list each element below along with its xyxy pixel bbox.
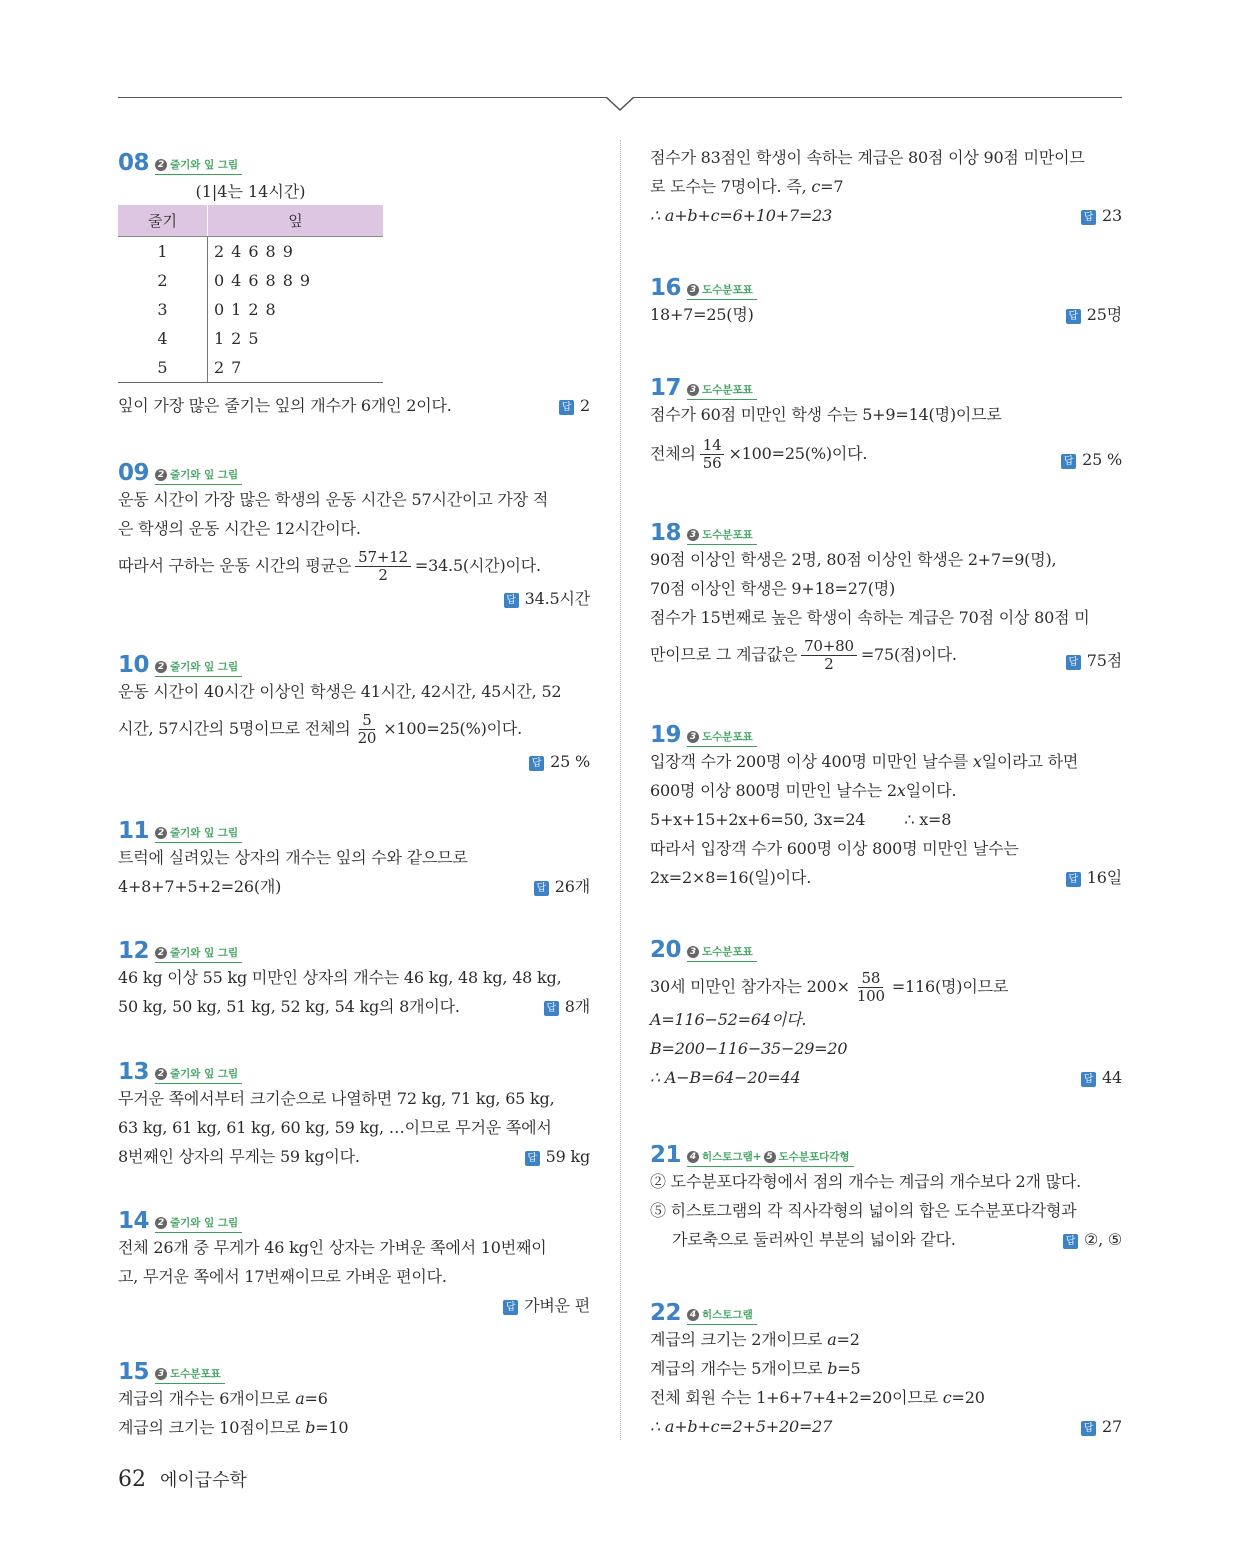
problem-number: 14	[118, 1208, 150, 1234]
solution-text: 점수가 83점인 학생이 속하는 계급은 80점 이상 90점 미만이므	[650, 148, 1085, 167]
answer: 답 2	[559, 391, 590, 420]
answer: 답 34.5시간	[504, 584, 590, 613]
solution-text: 계급의 개수는 6개이므로 a=6	[118, 1389, 328, 1408]
solution-text: ② 도수분포다각형에서 점의 개수는 계급의 개수보다 2개 많다.	[650, 1172, 1082, 1191]
topic-tag: 3 도수분포표	[687, 283, 753, 300]
problem-17	[650, 370, 1122, 472]
column-divider	[620, 140, 621, 1440]
solution-text: 2x=2×8=16(일)이다.	[650, 868, 812, 887]
solution-text: 잎이 가장 많은 줄기는 잎의 개수가 6개인 2이다.	[118, 396, 452, 415]
solution-text: 트럭에 실려있는 상자의 개수는 잎의 수와 같으므로	[118, 848, 468, 867]
answer: 답 44	[1081, 1063, 1122, 1092]
solution-text: 무거운 쪽에서부터 크기순으로 나열하면 72 kg, 71 kg, 65 kg,	[118, 1089, 555, 1108]
solution-text: ∴ a+b+c=6+10+7=23	[650, 206, 833, 225]
problem-10	[118, 647, 590, 776]
topic-tag: 3 도수분포표	[687, 383, 753, 400]
topic-tag: 4 히스토그램	[687, 1308, 753, 1325]
answer: 답 16일	[1066, 863, 1122, 892]
table-row: 3 0128	[118, 295, 383, 324]
topic-tag: 2 줄기와 잎 그림	[155, 1216, 238, 1233]
problem-number: 08	[118, 150, 150, 176]
topic-tag: 4 히스토그램+ 5 도수분포다각형	[687, 1150, 850, 1167]
solution-text: 63 kg, 61 kg, 61 kg, 60 kg, 59 kg, …이므로 무거운 쪽에서	[118, 1118, 552, 1137]
solution-text: 전체 회원 수는 1+6+7+4+2=20이므로 c=20	[650, 1388, 985, 1407]
solution-text: 전체 26개 중 무게가 46 kg인 상자는 가벼운 쪽에서 10번째이	[118, 1238, 547, 1257]
topic-tag: 2 줄기와 잎 그림	[155, 946, 238, 963]
answer: 답 26개	[534, 872, 590, 901]
topic-tag: 3 도수분포표	[687, 945, 753, 962]
problem-16	[650, 270, 1122, 329]
topic-tag: 2 줄기와 잎 그림	[155, 660, 238, 677]
solution-text: 점수가 15번째로 높은 학생이 속하는 계급은 70점 이상 80점 미	[650, 608, 1090, 627]
top-notch	[606, 97, 634, 113]
problem-number: 09	[118, 460, 150, 486]
problem-13	[118, 1054, 590, 1171]
solution-text: 로 도수는 7명이다. 즉, c=7	[650, 177, 844, 196]
table-row: 5 27	[118, 353, 383, 383]
problem-number: 22	[650, 1300, 682, 1326]
table-row: 2 046889	[118, 266, 383, 295]
problem-number: 12	[118, 938, 150, 964]
problem-number: 16	[650, 275, 682, 301]
topic-tag: 3 도수분포표	[687, 528, 753, 545]
solution-text: 90점 이상인 학생은 2명, 80점 이상인 학생은 2+7=9(명),	[650, 550, 1057, 569]
leaf-header: 잎	[208, 205, 384, 237]
stem-leaf-caption: (1|4는 14시간)	[195, 182, 306, 201]
problem-22	[650, 1295, 1122, 1441]
solution-text: ∴ A−B=64−20=44	[650, 1068, 801, 1087]
solution-text: A=116−52=64이다.	[650, 1010, 807, 1029]
solution-text: 계급의 개수는 5개이므로 b=5	[650, 1359, 861, 1378]
answer: 답 27	[1081, 1412, 1122, 1441]
solution-text: 30세 미만인 참가자는 200× $\frac{58}{100}$ =116(명)이므로	[650, 969, 1009, 1005]
solution-text: 은 학생의 운동 시간은 12시간이다.	[118, 519, 361, 538]
problem-number: 18	[650, 520, 682, 546]
solution-text: 운동 시간이 가장 많은 학생의 운동 시간은 57시간이고 가장 적	[118, 490, 549, 509]
problem-number: 10	[118, 652, 150, 678]
solution-text: 따라서 구하는 운동 시간의 평균은 $\frac{57+12}{2}$ =34.5(시간)이다.	[118, 548, 541, 584]
fraction: $\frac{58}{100}$	[856, 969, 885, 1005]
problem-20	[650, 932, 1122, 1092]
problem-18	[650, 515, 1122, 673]
problem-number: 15	[118, 1359, 150, 1385]
solution-text: 입장객 수가 200명 이상 400명 미만인 날수를 x일이라고 하면	[650, 752, 1079, 771]
answer: 답 25명	[1066, 300, 1122, 329]
answer: 답 8개	[544, 992, 590, 1021]
topic-tag: 2 줄기와 잎 그림	[155, 158, 238, 175]
fraction: $\frac{70+80}{2}$	[801, 638, 857, 673]
problem-19	[650, 717, 1122, 892]
problem-09	[118, 455, 590, 613]
topic-tag: 3 도수분포표	[687, 730, 753, 747]
fraction: $\frac{14}{56}$	[700, 437, 725, 472]
answer: 답 23	[1081, 201, 1122, 230]
solution-text: 600명 이상 800명 미만인 날수는 2x일이다.	[650, 781, 957, 800]
table-row: 4 125	[118, 324, 383, 353]
table-row: 1 24689	[118, 237, 383, 267]
solution-text: B=200−116−35−29=20	[650, 1039, 848, 1058]
solution-text: ∴ a+b+c=2+5+20=27	[650, 1417, 833, 1436]
fraction: $\frac{57+12}{2}$	[355, 549, 411, 584]
problem-number: 17	[650, 375, 682, 401]
topic-tag: 2 줄기와 잎 그림	[155, 468, 238, 485]
problem-11	[118, 813, 590, 901]
topic-tag: 2 줄기와 잎 그림	[155, 1067, 238, 1084]
answer: 답 ②, ⑤	[1063, 1225, 1122, 1254]
solution-text: 시간, 57시간의 5명이므로 전체의 $\frac{5}{20}$ ×100=25(%)이다.	[118, 711, 523, 747]
problem-number: 20	[650, 937, 682, 963]
answer: 답 75점	[1066, 646, 1122, 675]
problem-number: 19	[650, 722, 682, 748]
solution-text: 18+7=25(명)	[650, 305, 754, 324]
solution-text: 46 kg 이상 55 kg 미만인 상자의 개수는 46 kg, 48 kg, 48 kg,	[118, 968, 562, 987]
problem-number: 13	[118, 1059, 150, 1085]
solution-text: 운동 시간이 40시간 이상인 학생은 41시간, 42시간, 45시간, 52	[118, 682, 562, 701]
problem-14	[118, 1203, 590, 1320]
fraction: $\frac{5}{20}$	[357, 711, 377, 747]
answer: 답 25 %	[1061, 445, 1122, 474]
answer: 답 가벼운 편	[503, 1291, 590, 1320]
solution-text: 가로축으로 둘러싸인 부분의 넓이와 같다.	[672, 1230, 956, 1249]
answer: 답 25 %	[529, 747, 590, 776]
book-title: 에이급수학	[160, 1470, 247, 1491]
solution-text: 따라서 입장객 수가 600명 이상 800명 미만인 날수는	[650, 839, 1019, 858]
solution-text: 만이므로 그 계급값은 $\frac{70+80}{2}$ =75(점)이다.	[650, 637, 957, 673]
page-footer	[118, 1466, 247, 1492]
solution-text: 계급의 크기는 10점이므로 b=10	[118, 1418, 349, 1437]
answer: 답 59 kg	[525, 1142, 590, 1171]
stem-leaf-table	[118, 205, 383, 383]
problem-08	[118, 145, 590, 420]
solution-text: 4+8+7+5+2=26(개)	[118, 877, 282, 896]
solution-text: 점수가 60점 미만인 학생 수는 5+9=14(명)이므로	[650, 405, 1002, 424]
problem-number: 21	[650, 1142, 682, 1168]
solution-text: 5+x+15+2x+6=50, 3x=24 ∴ x=8	[650, 810, 952, 829]
problem-21	[650, 1137, 1122, 1254]
stem-header: 줄기	[118, 205, 208, 237]
solution-text: 70점 이상인 학생은 9+18=27(명)	[650, 579, 896, 598]
problem-number: 11	[118, 818, 150, 844]
solution-text: 계급의 크기는 2개이므로 a=2	[650, 1330, 860, 1349]
problem-15	[118, 1354, 590, 1442]
solution-text: 고, 무거운 쪽에서 17번째이므로 가벼운 편이다.	[118, 1267, 447, 1286]
topic-tag: 3 도수분포표	[155, 1367, 221, 1384]
solution-text: ⑤ 히스토그램의 각 직사각형의 넓이의 합은 도수분포다각형과	[650, 1201, 1077, 1220]
solution-text: 50 kg, 50 kg, 51 kg, 52 kg, 54 kg의 8개이다.	[118, 997, 460, 1016]
topic-tag: 2 줄기와 잎 그림	[155, 826, 238, 843]
solution-text: 8번째인 상자의 무게는 59 kg이다.	[118, 1147, 360, 1166]
problem-12	[118, 933, 590, 1021]
problem-15-continued	[650, 143, 1122, 230]
page-number: 62	[118, 1467, 146, 1492]
solution-text: 전체의 $\frac{14}{56}$ ×100=25(%)이다.	[650, 436, 868, 472]
